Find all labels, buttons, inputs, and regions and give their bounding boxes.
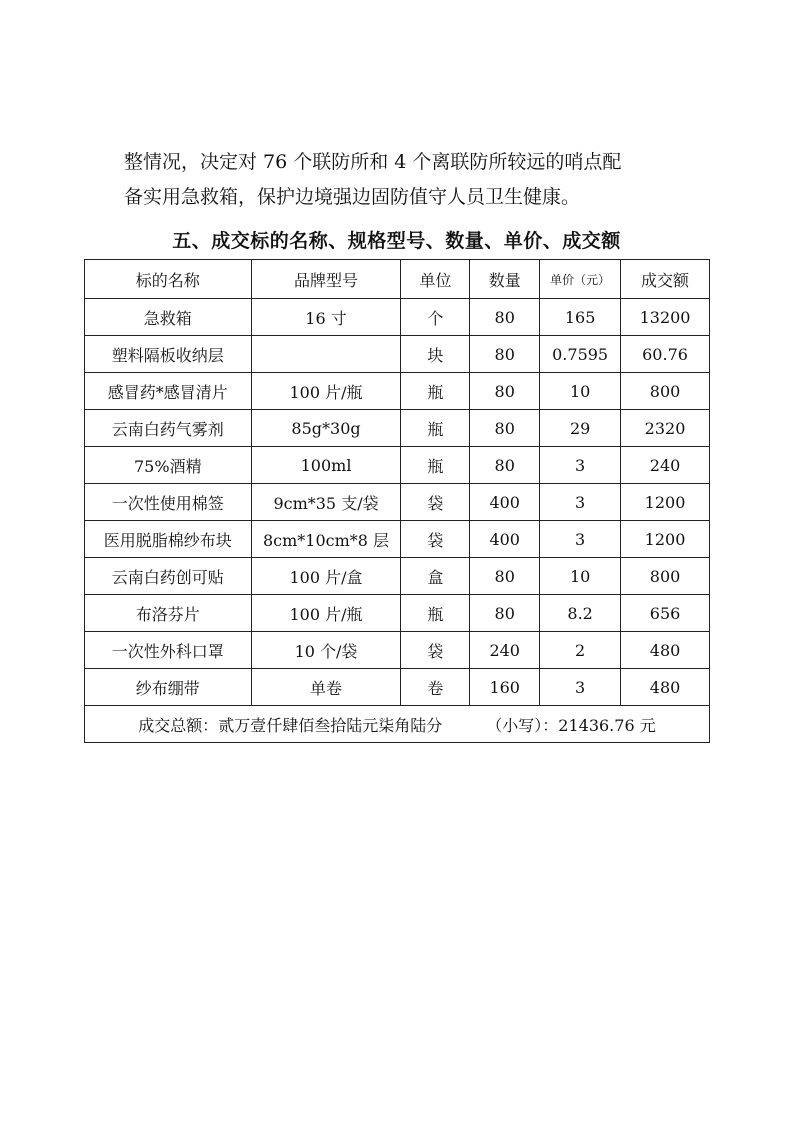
- table-row: [85, 447, 710, 484]
- cell-amount: 800: [621, 558, 710, 595]
- cell-unit: 瓶: [401, 447, 470, 484]
- table-row: [85, 410, 710, 447]
- table-row: [85, 558, 710, 595]
- table-header-row: [85, 260, 710, 299]
- cell-unit-price: 3: [540, 484, 621, 521]
- cell-quantity: 80: [470, 336, 540, 373]
- cell-brand-model: 单卷: [251, 669, 401, 706]
- cell-unit-price: 10: [540, 373, 621, 410]
- cell-brand-model: 8cm*10cm*8 层: [251, 521, 401, 558]
- header-brand-model: 品牌型号: [251, 260, 401, 299]
- cell-unit-price: 3: [540, 447, 621, 484]
- cell-brand-model: 100 片/瓶: [251, 373, 401, 410]
- cell-unit-price: 165: [540, 299, 621, 336]
- transaction-table: [84, 259, 710, 743]
- cell-item-name: 云南白药创可贴: [85, 558, 252, 595]
- cell-amount: 800: [621, 373, 710, 410]
- cell-unit-price: 29: [540, 410, 621, 447]
- header-amount: 成交额: [621, 260, 710, 299]
- cell-unit-price: 0.7595: [540, 336, 621, 373]
- cell-quantity: 80: [470, 447, 540, 484]
- cell-unit: 袋: [401, 632, 470, 669]
- cell-item-name: 急救箱: [85, 299, 252, 336]
- header-unit-price: 单价（元）: [540, 260, 621, 299]
- cell-brand-model: 10 个/袋: [251, 632, 401, 669]
- cell-unit-price: 3: [540, 669, 621, 706]
- cell-amount: 2320: [621, 410, 710, 447]
- header-item-name: 标的名称: [85, 260, 252, 299]
- cell-amount: 1200: [621, 521, 710, 558]
- paragraph-line-1: 整情况，决定对 76 个联防所和 4 个离联防所较远的哨点配: [124, 151, 622, 173]
- cell-amount: 1200: [621, 484, 710, 521]
- cell-item-name: 纱布绷带: [85, 669, 252, 706]
- cell-amount: 480: [621, 632, 710, 669]
- cell-unit: 块: [401, 336, 470, 373]
- cell-item-name: 布洛芬片: [85, 595, 252, 632]
- cell-item-name: 一次性外科口罩: [85, 632, 252, 669]
- table-row: [85, 373, 710, 410]
- cell-quantity: 400: [470, 484, 540, 521]
- cell-quantity: 80: [470, 299, 540, 336]
- cell-quantity: 240: [470, 632, 540, 669]
- cell-quantity: 160: [470, 669, 540, 706]
- cell-quantity: 80: [470, 410, 540, 447]
- cell-unit: 袋: [401, 521, 470, 558]
- cell-brand-model: 100ml: [251, 447, 401, 484]
- header-unit: 单位: [401, 260, 470, 299]
- cell-quantity: 80: [470, 373, 540, 410]
- table-row: [85, 484, 710, 521]
- paragraph-line-2: 备实用急救箱，保护边境强边固防值守人员卫生健康。: [124, 186, 581, 208]
- cell-item-name: 75%酒精: [85, 447, 252, 484]
- table-row: [85, 336, 710, 373]
- cell-item-name: 塑料隔板收纳层: [85, 336, 252, 373]
- total-row: [85, 706, 710, 743]
- cell-quantity: 400: [470, 521, 540, 558]
- cell-unit: 卷: [401, 669, 470, 706]
- total-cell: [85, 706, 710, 743]
- cell-brand-model: 16 寸: [251, 299, 401, 336]
- cell-unit: 瓶: [401, 595, 470, 632]
- table-row: [85, 521, 710, 558]
- cell-amount: 60.76: [621, 336, 710, 373]
- cell-unit: 个: [401, 299, 470, 336]
- cell-brand-model: 100 片/盒: [251, 558, 401, 595]
- total-capital: 成交总额：贰万壹仟肆佰叁拾陆元柒角陆分: [138, 715, 443, 735]
- table-row: [85, 299, 710, 336]
- table-row: [85, 595, 710, 632]
- cell-amount: 480: [621, 669, 710, 706]
- section-heading: 五、成交标的名称、规格型号、数量、单价、成交额: [172, 230, 621, 252]
- cell-quantity: 80: [470, 595, 540, 632]
- cell-unit-price: 8.2: [540, 595, 621, 632]
- cell-unit: 瓶: [401, 410, 470, 447]
- cell-brand-model: 85g*30g: [251, 410, 401, 447]
- cell-brand-model: 9cm*35 支/袋: [251, 484, 401, 521]
- cell-unit: 盒: [401, 558, 470, 595]
- cell-amount: 656: [621, 595, 710, 632]
- cell-unit: 袋: [401, 484, 470, 521]
- table-row: [85, 669, 710, 706]
- cell-amount: 240: [621, 447, 710, 484]
- cell-unit-price: 2: [540, 632, 621, 669]
- cell-unit-price: 3: [540, 521, 621, 558]
- cell-brand-model: 100 片/瓶: [251, 595, 401, 632]
- table-row: [85, 632, 710, 669]
- header-quantity: 数量: [470, 260, 540, 299]
- cell-unit: 瓶: [401, 373, 470, 410]
- cell-unit-price: 10: [540, 558, 621, 595]
- total-small: （小写）：21436.76 元: [486, 715, 656, 735]
- cell-item-name: 感冒药*感冒清片: [85, 373, 252, 410]
- cell-item-name: 云南白药气雾剂: [85, 410, 252, 447]
- cell-item-name: 一次性使用棉签: [85, 484, 252, 521]
- cell-amount: 13200: [621, 299, 710, 336]
- cell-quantity: 80: [470, 558, 540, 595]
- cell-item-name: 医用脱脂棉纱布块: [85, 521, 252, 558]
- cell-brand-model: [251, 336, 401, 373]
